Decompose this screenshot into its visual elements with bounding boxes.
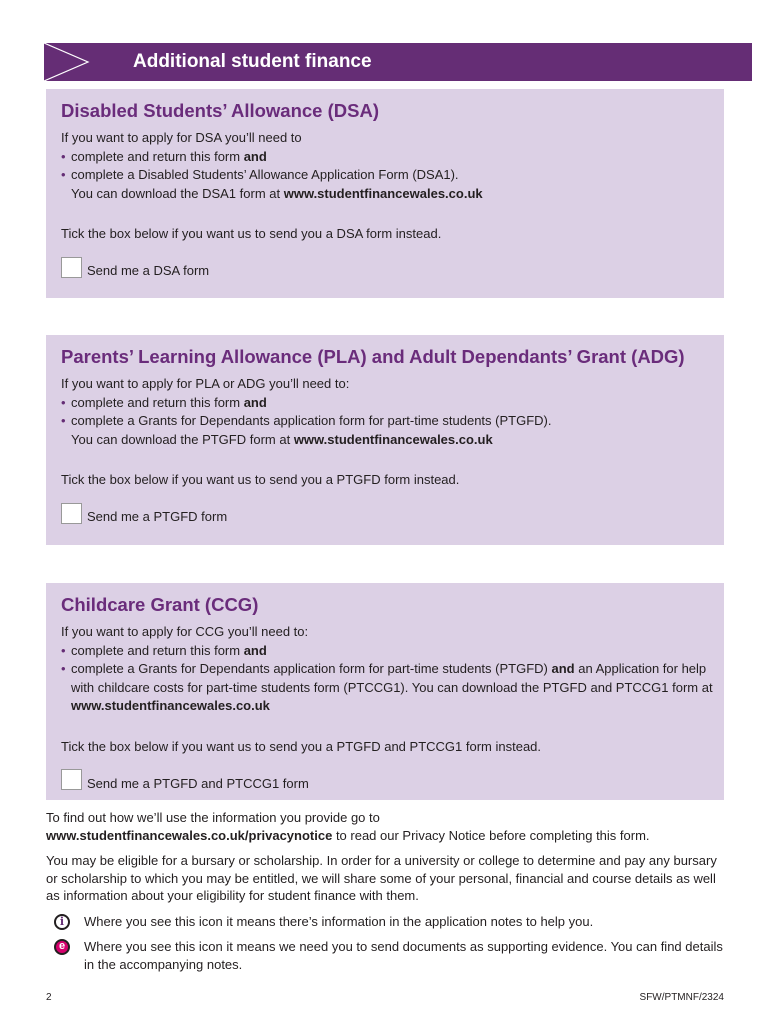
list-item: • complete and return this form and — [61, 148, 267, 164]
dsa-section — [46, 89, 724, 298]
section-heading: Parents’ Learning Allowance (PLA) and Adult Dependants’ Grant (ADG) — [61, 346, 685, 367]
info-icon-note: Where you see this icon it means there’s information in the application notes to help you. — [84, 913, 594, 929]
dsa-form-checkbox[interactable] — [61, 257, 82, 278]
website-link[interactable]: www.studentfinancewales.co.uk — [71, 698, 270, 713]
evidence-icon: e — [54, 939, 70, 955]
ptgfd-ptccg1-form-checkbox[interactable] — [61, 769, 82, 790]
page-number: 2 — [46, 992, 52, 1003]
list-item: • complete a Disabled Students’ Allowance Application Form (DSA1). You can download the DSA1 form at www.studentfinancewales.co.uk — [61, 167, 483, 201]
list-item: • complete a Grants for Dependants application form for part-time students (PTGFD) and an Application for help with childcare costs for part-time students form (PTCCG1). You can download the PTGFD and PTCCG1 form at www.studentfinancewales.co.uk — [61, 661, 713, 713]
chevron-icon — [44, 43, 94, 81]
list-item: • complete and return this form and — [61, 642, 267, 658]
banner-title: Additional student finance — [133, 51, 372, 72]
ptgfd-form-checkbox[interactable] — [61, 503, 82, 524]
intro-text: If you want to apply for DSA you’ll need to — [61, 130, 302, 145]
bursary-note: You may be eligible for a bursary or scholarship. In order for a university or college to determine and pay any bursary or scholarship to which you may be entitled, we will share some of your personal, financial and course details as well as information about your eligibility for student finance with them. — [46, 853, 717, 903]
section-banner — [44, 43, 752, 81]
footer-notes — [46, 809, 730, 981]
list-item: • complete and return this form and — [61, 394, 267, 410]
list-item: • complete a Grants for Dependants application form for part-time students (PTGFD). You can download the PTGFD form at www.studentfinancewales.co.uk — [61, 413, 552, 447]
website-link[interactable]: www.studentfinancewales.co.uk — [293, 431, 493, 447]
form-reference: SFW/PTMNF/2324 — [639, 992, 724, 1003]
intro-text: If you want to apply for CCG you’ll need to: — [61, 624, 309, 639]
website-link[interactable]: www.studentfinancewales.co.uk — [283, 185, 483, 201]
ccg-section — [46, 583, 724, 800]
privacy-link[interactable]: www.studentfinancewales.co.uk/privacynotice — [46, 827, 333, 843]
privacy-note: To find out how we’ll use the information you provide go to www.studentfinancewales.co.uk/privacynotice to read our Privacy Notice before completing this form. — [46, 810, 650, 843]
pla-adg-section — [46, 335, 724, 545]
section-heading: Disabled Students’ Allowance (DSA) — [61, 100, 379, 121]
info-icon: i — [54, 914, 70, 930]
tick-instruction: Tick the box below if you want us to send you a PTGFD and PTCCG1 form instead. — [61, 738, 542, 754]
checkbox-label: Send me a PTGFD and PTCCG1 form — [87, 775, 309, 791]
section-heading: Childcare Grant (CCG) — [61, 594, 259, 615]
checkbox-label: Send me a PTGFD form — [87, 509, 228, 524]
checkbox-label: Send me a DSA form — [87, 263, 210, 278]
tick-instruction: Tick the box below if you want us to send you a PTGFD form instead. — [61, 472, 460, 487]
intro-text: If you want to apply for PLA or ADG you’ll need to: — [61, 376, 350, 391]
evidence-icon-note: Where you see this icon it means we need you to send documents as supporting evidence. You can find details in the accompanying notes. — [84, 939, 723, 972]
tick-instruction: Tick the box below if you want us to send you a DSA form instead. — [61, 226, 442, 241]
